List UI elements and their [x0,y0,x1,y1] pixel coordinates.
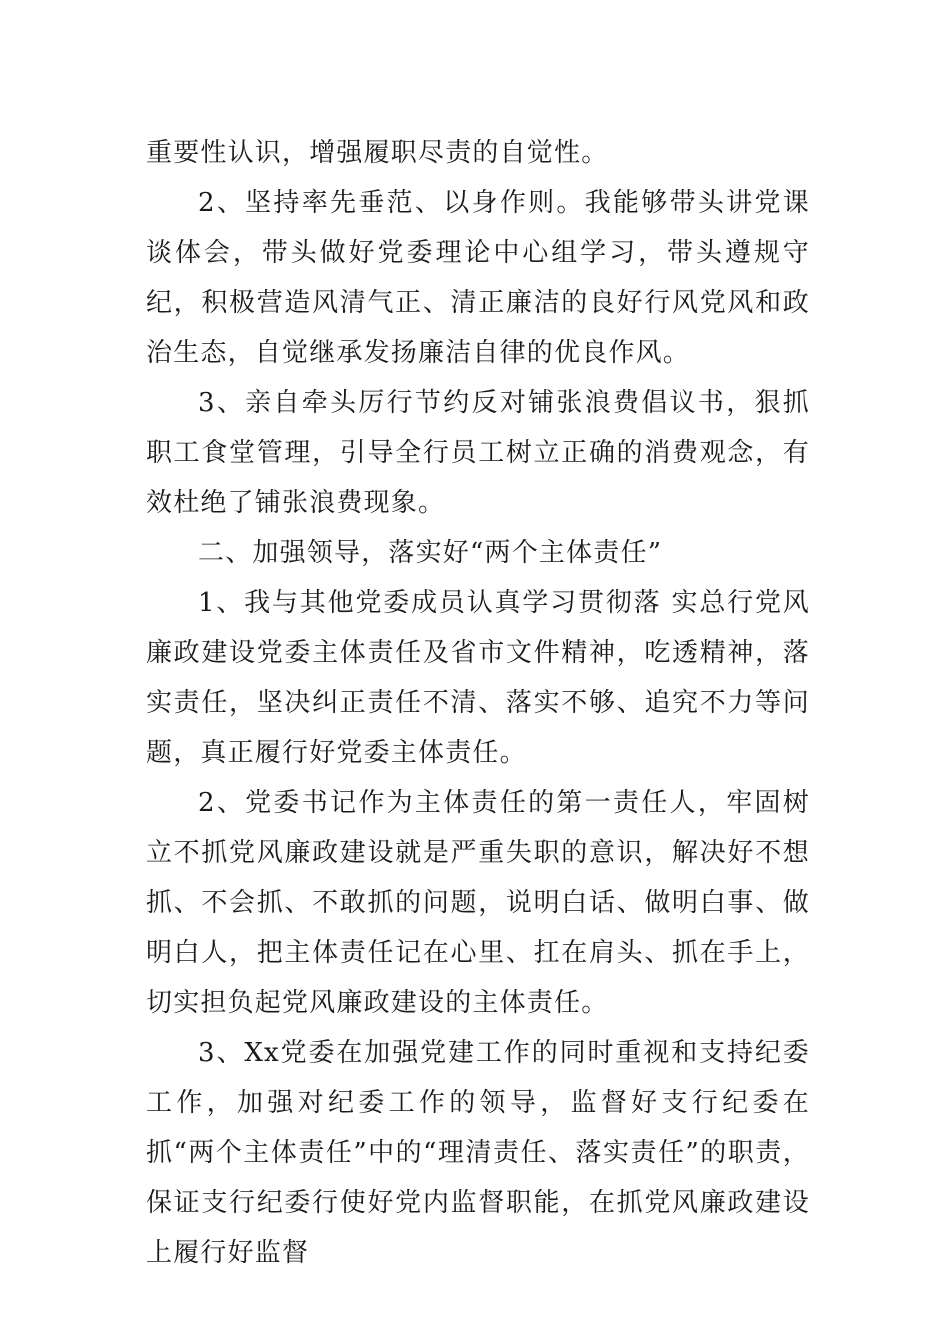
paragraph: 3、亲自牵头厉行节约反对铺张浪费倡议书，狠抓职工食堂管理，引导全行员工树立正确的消费观念，有效杜绝了铺张浪费现象。 [146,388,810,518]
paragraph: 2、党委书记作为主体责任的第一责任人，牢固树立不抓党风廉政建设就是严重失职的意识，解决好不想抓、不会抓、不敢抓的问题，说明白话、做明白事、做明白人，把主体责任记在心里、扛在肩头、抓在手上，切实担负起党风廉政建设的主体责任。 [146,788,810,1018]
paragraph: 3、Xx党委在加强党建工作的同时重视和支持纪委工作，加强对纪委工作的领导，监督好支行纪委在抓“两个主体责任”中的“理清责任、落实责任”的职责，保证支行纪委行使好党内监督职能，在抓党风廉政建设上履行好监督 [146,1038,810,1268]
section-heading: 二、加强领导，落实好“两个主体责任” [198,538,663,568]
document-body [146,128,810,1278]
paragraph: 重要性认识，增强履职尽责的自觉性。 [146,138,609,168]
paragraph: 2、坚持率先垂范、以身作则。我能够带头讲党课谈体会，带头做好党委理论中心组学习，带头遵规守纪，积极营造风清气正、清正廉洁的良好行风党风和政治生态，自觉继承发扬廉洁自律的优良作风。 [146,188,810,368]
paragraph: 1、我与其他党委成员认真学习贯彻落 实总行党风廉政建设党委主体责任及省市文件精神，吃透精神，落实责任，坚决纠正责任不清、落实不够、追究不力等问题，真正履行好党委主体责任。 [146,588,810,768]
